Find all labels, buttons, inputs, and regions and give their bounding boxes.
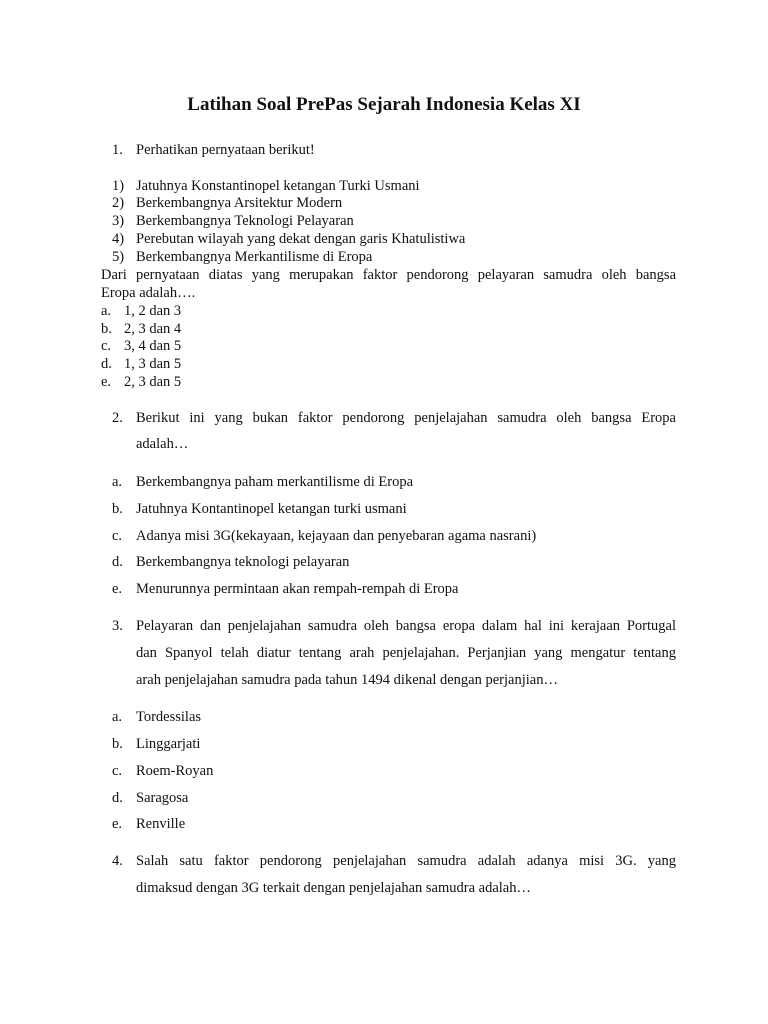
option-text: Adanya misi 3G(kekayaan, kejayaan dan penyebaran agama nasrani) — [136, 528, 537, 544]
option-text: Berkembangnya paham merkantilisme di Eropa — [136, 474, 414, 490]
option-marker: a. — [112, 474, 123, 490]
option-marker: d. — [112, 554, 123, 570]
statement-marker: 3) — [112, 213, 125, 229]
option-marker: a. — [101, 303, 112, 319]
option-marker: c. — [101, 338, 112, 354]
option-text: 1, 2 dan 3 — [124, 303, 182, 319]
question-2-text-line: Berikut ini yang bukan faktor pendorong penjelajahan samudra oleh bangsa Eropa — [136, 410, 676, 426]
question-text: Perhatikan pernyataan berikut! — [136, 142, 315, 158]
option-marker: b. — [101, 321, 112, 337]
question-1-text-line: Eropa adalah…. — [101, 285, 196, 301]
option-marker: c. — [112, 763, 123, 779]
statement-text: Berkembangnya Arsitektur Modern — [136, 195, 343, 211]
option-marker: e. — [112, 816, 123, 832]
question-3-text-line: Pelayaran dan penjelajahan samudra oleh bangsa eropa dalam hal ini kerajaan Portugal — [136, 618, 676, 634]
option-text: Roem-Royan — [136, 763, 214, 779]
option-marker: e. — [112, 581, 123, 597]
option-text: 3, 4 dan 5 — [124, 338, 182, 354]
question-4-text-line: dimaksud dengan 3G terkait dengan penjelajahan samudra adalah… — [136, 880, 531, 896]
question-number: 2. — [112, 410, 123, 426]
question-2-text-line: adalah… — [136, 436, 189, 452]
option-marker: e. — [101, 374, 112, 390]
option-marker: d. — [112, 790, 123, 806]
option-marker: b. — [112, 501, 123, 517]
option-text: Saragosa — [136, 790, 189, 806]
question-4-text-line: Salah satu faktor pendorong penjelajahan samudra adalah adanya misi 3G. yang — [136, 853, 676, 869]
statement-marker: 1) — [112, 178, 125, 194]
option-text: Renville — [136, 816, 186, 832]
option-marker: a. — [112, 709, 123, 725]
statement-text: Berkembangnya Teknologi Pelayaran — [136, 213, 354, 229]
page-title: Latihan Soal PrePas Sejarah Indonesia Kelas XI — [187, 94, 581, 115]
option-text: Tordessilas — [136, 709, 202, 725]
option-text: Linggarjati — [136, 736, 201, 752]
question-number: 4. — [112, 853, 123, 869]
option-marker: b. — [112, 736, 123, 752]
option-text: Jatuhnya Kontantinopel ketangan turki usmani — [136, 501, 407, 517]
question-3-text-line: arah penjelajahan samudra pada tahun 1494 dikenal dengan perjanjian… — [136, 672, 558, 688]
option-marker: d. — [101, 356, 112, 372]
statement-marker: 4) — [112, 231, 125, 247]
option-text: 2, 3 dan 5 — [124, 374, 182, 390]
option-text: 1, 3 dan 5 — [124, 356, 182, 372]
question-3-text-line: dan Spanyol telah diatur tentang arah penjelajahan. Perjanjian yang mengatur tentang — [136, 645, 676, 661]
statement-text: Berkembangnya Merkantilisme di Eropa — [136, 249, 373, 265]
statement-marker: 5) — [112, 249, 125, 265]
option-text: Menurunnya permintaan akan rempah-rempah di Eropa — [136, 581, 459, 597]
option-text: Berkembangnya teknologi pelayaran — [136, 554, 350, 570]
question-1-text-line: Dari pernyataan diatas yang merupakan faktor pendorong pelayaran samudra oleh bangsa — [101, 267, 676, 283]
option-text: 2, 3 dan 4 — [124, 321, 182, 337]
option-marker: c. — [112, 528, 123, 544]
statement-marker: 2) — [112, 195, 125, 211]
question-number: 3. — [112, 618, 123, 634]
statement-text: Jatuhnya Konstantinopel ketangan Turki Usmani — [136, 178, 420, 194]
question-number: 1. — [112, 142, 123, 158]
statement-text: Perebutan wilayah yang dekat dengan garis Khatulistiwa — [136, 231, 466, 247]
